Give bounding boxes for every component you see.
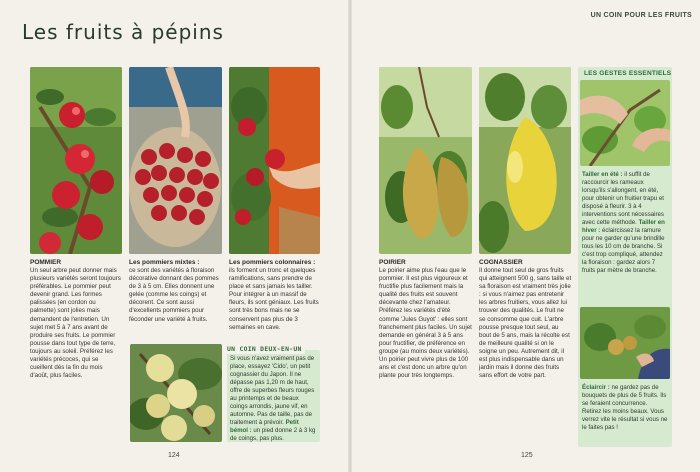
pommiers-colonnaires-heading: Les pommiers colonnaires : xyxy=(229,259,316,266)
page-number-left: 124 xyxy=(168,452,180,459)
thin-text: ne gardez pas de bouquets de plus de 5 fruits. Ils se feraient concurrence. Retirez les moins beaux. Vous verrez vite le résultat si vous ne le faites pas ! xyxy=(582,384,668,431)
thinning-photo xyxy=(580,307,670,379)
gestures-summer-block xyxy=(582,171,668,275)
quince-photo xyxy=(479,67,571,254)
section-header: UN COIN POUR LES FRUITS xyxy=(590,12,692,19)
winter-label: Tailler en hiver : xyxy=(582,219,665,234)
pear-photo xyxy=(379,67,472,254)
tip-box-highlight-label: Petit bémol : xyxy=(230,419,299,434)
apple-tree-photo xyxy=(30,67,122,254)
apple-basket-photo xyxy=(129,67,222,254)
pommiers-colonnaires-text: ils forment un tronc et quelques ramifications, sans prendre de place et sans jamais les tailler. Pour intégrer à un massif de fleurs, ils sont géniaux. Les fruits sont très bons mais ne se conservent pas plus de 3 semaines en cave. xyxy=(229,267,319,331)
gestures-box-title: LES GESTES ESSENTIELS xyxy=(584,70,672,77)
summer-text: il suffit de raccourcir les rameaux lorsqu'ils s'allongent, en été, pour obtenir un fruitier trapu et disposé à fleurir. 3 à 4 interventions sont nécessaires avec cette méthode. xyxy=(582,171,664,226)
right-page xyxy=(350,0,700,472)
tip-box-title: UN COIN DEUX-EN-UN xyxy=(224,344,305,354)
japanese-quince-photo xyxy=(130,344,222,442)
pommiers-mixtes-text: ce sont des variétés à floraison décorative donnant des pommes de 3 à 5 cm. Elles donnent une gelée (comme les coings) et décorent. Ce sont aussi d'excellents pommiers pour féconder une variété à fruits. xyxy=(129,267,219,323)
pruning-photo xyxy=(580,80,670,166)
poirier-text: Le poirier aime plus l'eau que le pommier. Il est plus vigoureux et fructifie plus facilement mais la qualité des fruits est souvent décevante chez l'amateur. Préférez les variétés d'été comme 'Jules Guyot' : elles sont franchement plus faciles. Un sujet demande en général 3 à 5 ans pour fructifier, de préférence en groupe (au moins deux variétés). Un poirier peut vivre plus de 100 ans et c'est donc un arbre qu'on plante pour très longtemps. xyxy=(379,267,472,380)
pommiers-mixtes-heading: Les pommiers mixtes : xyxy=(129,259,200,266)
poirier-heading: POIRIER xyxy=(379,259,406,266)
tip-box-highlight-text: un pied donne 2 à 3 kg de coings, pas plus. xyxy=(230,427,316,442)
summer-label: Tailler en été : xyxy=(582,171,623,178)
gestures-thin-block xyxy=(582,384,668,432)
tip-box-body: Si vous n'avez vraiment pas de place, essayez 'Cido', un petit cognassier du Japon. Il ne dépasse pas 1,20 m de haut, offre de superbes fleurs rouges au printemps et de beaux coings arrondis, jaune vif, en automne. Pas de taille, pas de traitement à prévoir. xyxy=(230,355,315,426)
tip-box-text xyxy=(230,355,318,443)
page-title: Les fruits à pépins xyxy=(22,20,224,44)
page-number-right: 125 xyxy=(521,452,533,459)
columnar-apple-photo xyxy=(229,67,320,254)
winter-text: éclaircissez la ramure pour ne garder qu'une brindille tous les 10 cm de branche. Si c'est trop compliqué, attendez la floraison : gardez alors 7 fruits par mètre de branche. xyxy=(582,227,665,274)
pommier-heading: POMMIER xyxy=(30,259,62,266)
cognassier-heading: COGNASSIER xyxy=(479,259,523,266)
pommier-text: Un seul arbre peut donner mais plusieurs variétés seront toujours préférables. Le pommier peut devenir grand. Les formes palissées (en cordon ou palmette) sont jolies mais demandent de l'entretien. Un sujet met 5 à 7 ans avant de produire ses fruits. Le pommier pousse dans tout type de terre, toujours au soleil. Préférez les variétés précoces, qui se cueillent dès la fin du mois d'août, plus faciles. xyxy=(30,267,121,380)
thin-label: Éclaircir : xyxy=(582,384,610,391)
cognassier-text: Il donne tout seul de gros fruits qui atteignent 500 g, sans taille et sa floraison est vraiment très jolie : si vous n'aimez pas entretenir les arbres fruitiers, vous allez lui trouver des qualités. Le fruit ne se consomme que cuit. L'arbre pousse presque tout seul, au bout de 5 ans, mais la récolte est de meilleure qualité si on le soigne un peu. Autrement dit, il est plus indispensable dans un jardin mais il donne des fruits sans effort de votre part. xyxy=(479,267,572,380)
